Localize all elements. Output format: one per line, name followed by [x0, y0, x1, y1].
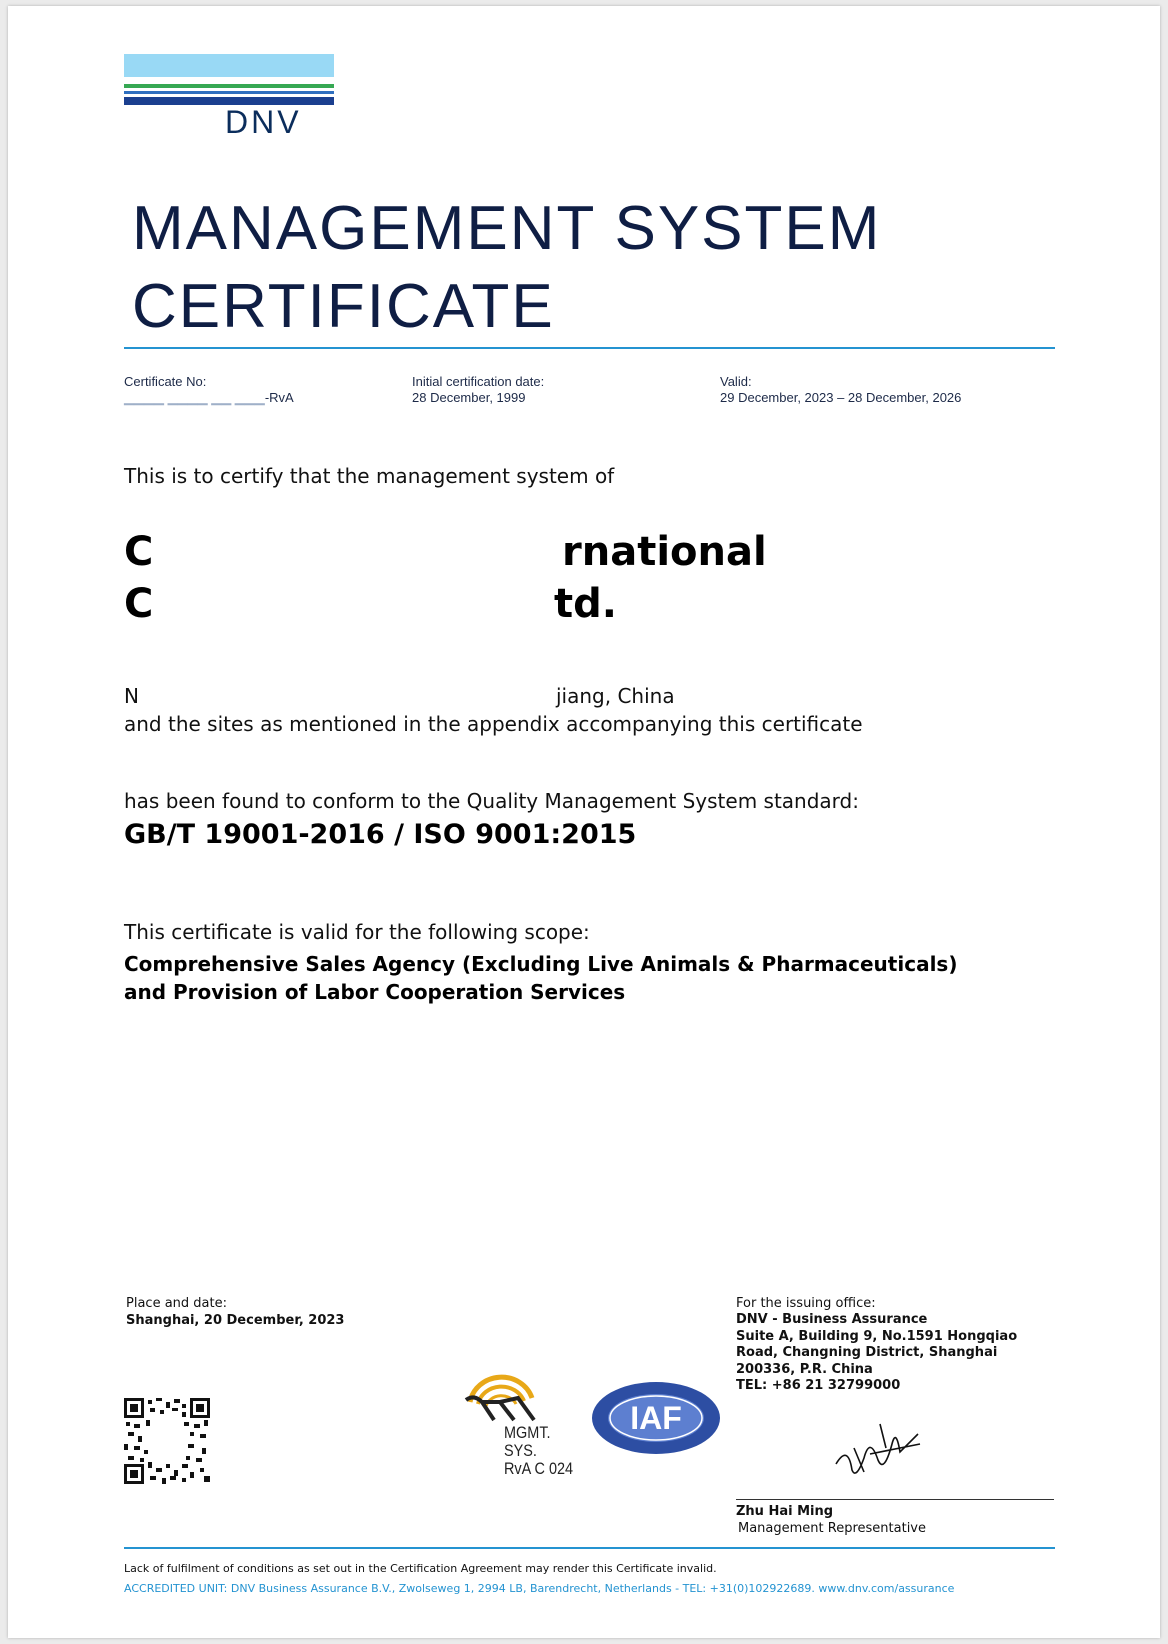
address-start: N: [124, 684, 139, 708]
issuer-line-2: Suite A, Building 9, No.1591 Hongqiao: [736, 1328, 1018, 1344]
title-line-1: MANAGEMENT SYSTEM: [132, 194, 882, 263]
logo-stripe-green: [124, 84, 334, 88]
signer-name: Zhu Hai Ming: [736, 1504, 834, 1519]
company-line-2: [124, 578, 924, 630]
company-line-1: [124, 526, 924, 578]
scope-intro: This certificate is valid for the following scope:: [124, 920, 590, 944]
title-divider: [124, 347, 1055, 349]
certificate-no-label: Certificate No:: [124, 374, 207, 389]
title-line-2: CERTIFICATE: [132, 272, 555, 341]
issuer-line-5: TEL: +86 21 32799000: [736, 1378, 901, 1393]
company-line-2-end: td.: [554, 581, 617, 627]
qr-code: [124, 1398, 210, 1484]
issuing-office-address: [736, 1312, 1017, 1395]
logo-bar: [124, 54, 334, 77]
footer-accreditation: ACCREDITED UNIT: DNV Business Assurance B.V., Zwolseweg 1, 2994 LB, Barendrecht, Netherlands - TEL: +31(0)102922689. www.dnv.com/assurance: [124, 1582, 955, 1595]
rva-mark-text: [504, 1424, 575, 1478]
certificate-no-redacted: ▁▁▁▁ ▁▁▁▁ ▁▁ ▁▁▁: [124, 390, 265, 405]
footer-divider: [124, 1547, 1055, 1549]
place-date-value: Shanghai, 20 December, 2023: [126, 1313, 345, 1328]
certificate-no-suffix: -RvA: [264, 390, 294, 405]
certificate-page: [8, 6, 1160, 1638]
certificate-title: [132, 190, 1092, 346]
certify-intro: This is to certify that the management system of: [124, 464, 615, 488]
initial-certification-label: Initial certification date:: [412, 374, 545, 389]
signature-image: [830, 1414, 930, 1484]
iaf-text: IAF: [630, 1400, 682, 1436]
logo-stripe-blue: [124, 91, 334, 94]
company-address: [124, 684, 924, 710]
place-date-label: Place and date:: [126, 1296, 227, 1311]
conform-statement: has been found to conform to the Quality Management System standard:: [124, 789, 859, 813]
rva-line-2: RvA C 024: [504, 1459, 574, 1478]
company-name: [124, 526, 924, 630]
company-line-2-start: C: [124, 581, 154, 627]
valid-period: 29 December, 2023 – 28 December, 2026: [720, 390, 962, 405]
company-line-1-end: rnational: [562, 529, 767, 575]
sites-statement: and the sites as mentioned in the appendix accompanying this certificate: [124, 712, 863, 736]
signer-role: Management Representative: [738, 1521, 926, 1536]
valid-label: Valid:: [720, 374, 752, 389]
issuer-line-3: Road, Changning District, Shanghai: [736, 1345, 998, 1360]
scope-line-1: Comprehensive Sales Agency (Excluding Live Animals & Pharmaceuticals): [124, 952, 958, 976]
footer-disclaimer: Lack of fulfilment of conditions as set out in the Certification Agreement may render this Certificate invalid.: [124, 1562, 717, 1575]
dnv-logo-text: DNV: [225, 104, 302, 140]
certificate-no-value: [124, 390, 294, 406]
initial-certification-date: 28 December, 1999: [412, 390, 526, 405]
issuer-line-4: 200336, P.R. China: [736, 1361, 873, 1377]
scope-line-2: and Provision of Labor Cooperation Services: [124, 980, 626, 1004]
rva-logo-icon: [460, 1368, 588, 1428]
issuing-office-label: For the issuing office:: [736, 1296, 876, 1311]
rva-accreditation-mark: [460, 1368, 588, 1478]
rva-line-1: MGMT. SYS.: [504, 1423, 551, 1460]
scope-text: [124, 950, 1044, 1006]
address-end: jiang, China: [556, 684, 675, 708]
company-line-1-start: C: [124, 529, 154, 575]
issuer-line-1: DNV - Business Assurance: [736, 1312, 928, 1327]
signature-line: [736, 1499, 1054, 1500]
standard-name: GB/T 19001-2016 / ISO 9001:2015: [124, 819, 637, 850]
